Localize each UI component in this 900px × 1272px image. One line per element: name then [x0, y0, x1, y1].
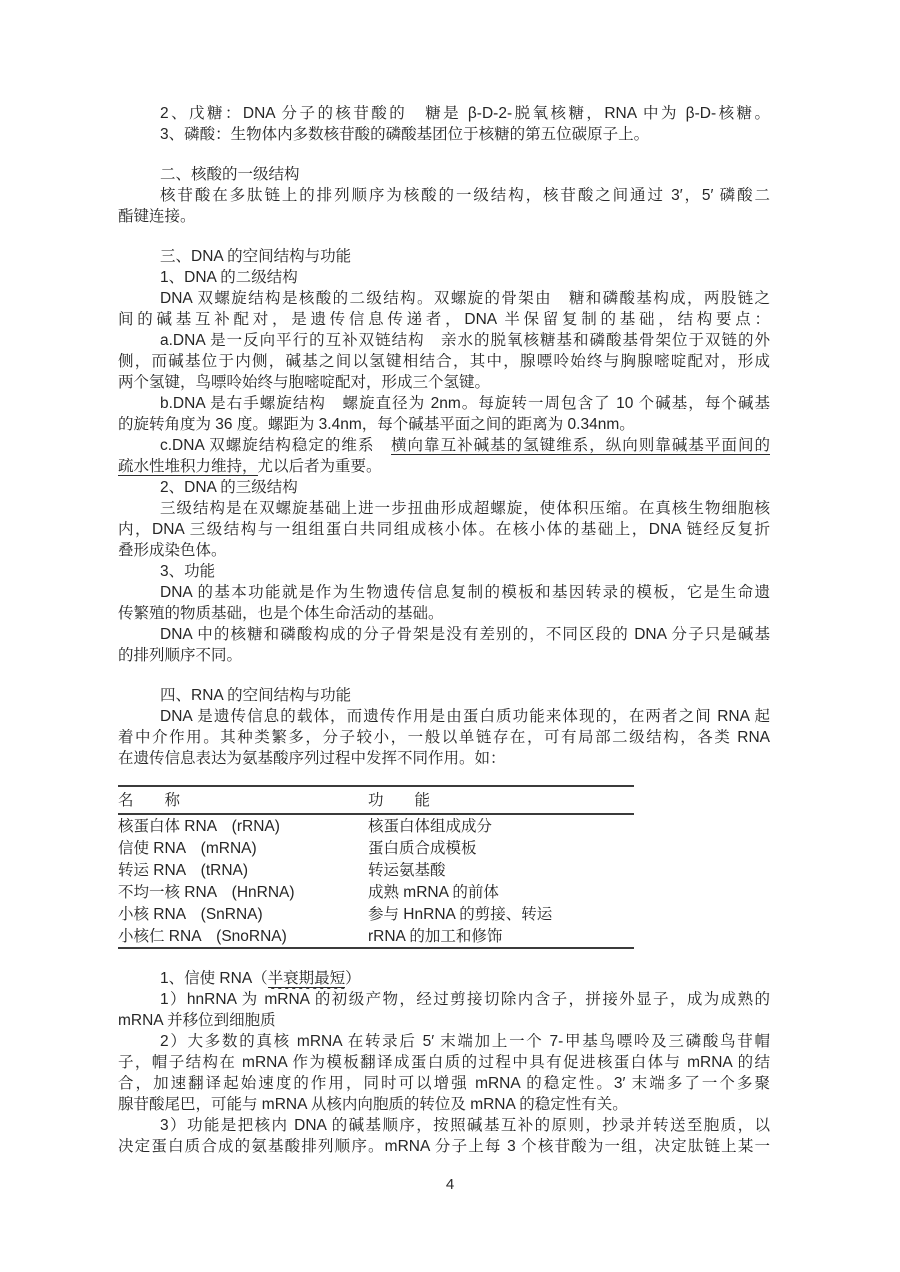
cell-rna-function: 参与 HnRNA 的剪接、转运 [368, 905, 553, 923]
heading-dna-secondary: 1、DNA 的二级结构 [160, 269, 298, 286]
column-header-name: 名 称 [118, 786, 368, 814]
line-rna-intro-3: 在遗传信息表达为氨基酸序列过程中发挥不同作用。如： [118, 750, 506, 767]
cell-rna-name: 不均一核 RNA (HnRNA) [118, 883, 295, 901]
line-secondary-1: DNA 双螺旋结构是核酸的二级结构。双螺旋的骨架由 糖和磷酸基构成，两股链之 [160, 290, 770, 307]
line-secondary-2: 间的碱基互补配对，是遗传信息传递者，DNA 半保留复制的基础，结构要点： [118, 311, 770, 328]
line-point-a-2: 侧，而碱基位于内侧，碱基之间以氢键相结合，其中，腺嘌呤始终与胸腺嘧啶配对，形成 [118, 353, 770, 370]
page-number: 4 [445, 1176, 455, 1193]
line-mrna-3-1: 3）功能是把核内 DNA 的碱基顺序，按照碱基互补的原则，抄录并转送至胞质，以 [160, 1117, 770, 1134]
line-mrna-2-4: 腺苷酸尾巴，可能与 mRNA 从核内向胞质的转位及 mRNA 的稳定性有关。 [118, 1096, 628, 1113]
mrna-heading-plain: ） [345, 970, 361, 987]
line-function-1: DNA 的基本功能就是作为生物遗传信息复制的模板和基因转录的模板，它是生命遗 [160, 584, 770, 601]
cell-rna-name: 转运 RNA (tRNA) [118, 861, 249, 879]
heading-mrna [118, 968, 770, 989]
heading-dna-tertiary: 2、DNA 的三级结构 [160, 479, 298, 496]
cell-rna-function: 核蛋白体组成成分 [368, 817, 493, 835]
line-point-b-1: b.DNA 是右手螺旋结构 螺旋直径为 2nm。每旋转一周包含了 10 个碱基，每个碱基 [160, 395, 770, 412]
line-function-3: DNA 中的核糖和磷酸构成的分子骨架是没有差别的，不同区段的 DNA 分子只是碱基 [160, 626, 770, 643]
cell-rna-function: 转运氨基酸 [368, 861, 446, 879]
heading-dna-function: 3、功能 [160, 563, 216, 580]
point-c-underlined-text: 疏水性堆积力维持， [118, 458, 258, 475]
line-tertiary-2: 内，DNA 三级结构与一组组蛋白共同组成核小体。在核小体的基础上，DNA 链经反复折 [118, 521, 770, 538]
table-row [118, 837, 634, 859]
point-c-plain-text: c.DNA 双螺旋结构稳定的维系 [160, 437, 391, 454]
line-phosphate: 3、磷酸：生物体内多数核苷酸的磷酸基团位于核糖的第五位碳原子上。 [160, 126, 650, 143]
cell-rna-name: 核蛋白体 RNA (rRNA) [118, 817, 280, 835]
line-tertiary-3: 叠形成染色体。 [118, 542, 227, 559]
blank-line [118, 949, 770, 968]
table-row [118, 814, 634, 837]
line-tertiary-1: 三级结构是在双螺旋基础上进一步扭曲形成超螺旋，使体积压缩。在真核生物细胞核 [160, 500, 770, 517]
line-point-b-2: 的旋转角度为 36 度。螺距为 3.4nm，每个碱基平面之间的距离为 0.34nm。 [118, 416, 635, 433]
line-point-a-1: a.DNA 是一反向平行的互补双链结构 亲水的脱氧核糖基和磷酸基骨架位于双链的外 [160, 332, 770, 349]
table-row [118, 903, 634, 925]
heading-dna-spatial: 三、DNA 的空间结构与功能 [160, 248, 352, 265]
table-row [118, 925, 634, 948]
line-mrna-1-2: mRNA 并移位到细胞质 [118, 1012, 276, 1029]
line-mrna-2-1: 2）大多数的真核 mRNA 在转录后 5′ 末端加上一个 7-甲基鸟嘌呤及三磷酸鸟苷帽 [160, 1033, 770, 1050]
table-row [118, 881, 634, 903]
mrna-heading-plain: 1、信使 RNA（ [160, 970, 268, 987]
line-point-c-2 [118, 456, 770, 477]
column-header-function: 功 能 [368, 786, 634, 814]
mrna-heading-underlined: 半衰期最短 [267, 970, 346, 987]
line-primary-1: 核苷酸在多肽链上的排列顺序为核酸的一级结构，核苷酸之间通过 3′，5′ 磷酸二 [160, 187, 770, 204]
cell-rna-name: 小核仁 RNA (SnoRNA) [118, 927, 287, 945]
cell-rna-function: 蛋白质合成模板 [368, 839, 477, 857]
blank-line [118, 145, 770, 164]
blank-line [118, 227, 770, 246]
heading-primary-structure: 二、核酸的一级结构 [160, 166, 300, 183]
line-function-2: 传繁殖的物质基础，也是个体生命活动的基础。 [118, 605, 444, 622]
line-point-a-3: 两个氢键，鸟嘌呤始终与胞嘧啶配对，形成三个氢键。 [118, 374, 491, 391]
cell-rna-function: rRNA 的加工和修饰 [368, 927, 503, 945]
line-primary-2: 酯键连接。 [118, 208, 196, 225]
cell-rna-name: 信使 RNA (mRNA) [118, 839, 257, 857]
point-c-plain-text: 尤以后者为重要。 [257, 458, 382, 475]
line-rna-intro-1: DNA 是遗传信息的载体，而遗传作用是由蛋白质功能来体现的，在两者之间 RNA 起 [160, 708, 770, 725]
cell-rna-name: 小核 RNA (SnRNA) [118, 905, 263, 923]
cell-rna-function: 成熟 mRNA 的前体 [368, 883, 499, 901]
rna-types-table [118, 785, 634, 949]
line-mrna-2-2: 子，帽子结构在 mRNA 作为模板翻译成蛋白质的过程中具有促进核蛋白体与 mRNA 的结 [118, 1054, 770, 1071]
line-function-4: 的排列顺序不同。 [118, 647, 243, 664]
line-mrna-1-1: 1）hnRNA 为 mRNA 的初级产物，经过剪接切除内含子，拼接外显子，成为成熟的 [160, 991, 770, 1008]
blank-line [118, 666, 770, 685]
line-pentose: 2、戊糖：DNA 分子的核苷酸的 糖是 β-D-2-脱氧核糖，RNA 中为 β-D-核糖。 [160, 105, 770, 122]
line-point-c-1 [118, 435, 770, 456]
table-row [118, 859, 634, 881]
heading-rna-spatial: 四、RNA 的空间结构与功能 [160, 687, 352, 704]
text-block [118, 103, 770, 1157]
line-mrna-3-2: 决定蛋白质合成的氨基酸排列顺序。mRNA 分子上每 3 个核苷酸为一组，决定肽链上某一 [118, 1138, 770, 1155]
line-mrna-2-3: 合，加速翻译起始速度的作用，同时可以增强 mRNA 的稳定性。3′ 末端多了一个多聚 [118, 1075, 770, 1092]
line-rna-intro-2: 着中介作用。其种类繁多，分子较小，一般以单链存在，可有局部二级结构，各类 RNA [118, 729, 770, 746]
point-c-underlined-text: 横向靠互补碱基的氢键维系，纵向则靠碱基平面间的 [391, 437, 770, 454]
table-header-row [118, 786, 634, 814]
